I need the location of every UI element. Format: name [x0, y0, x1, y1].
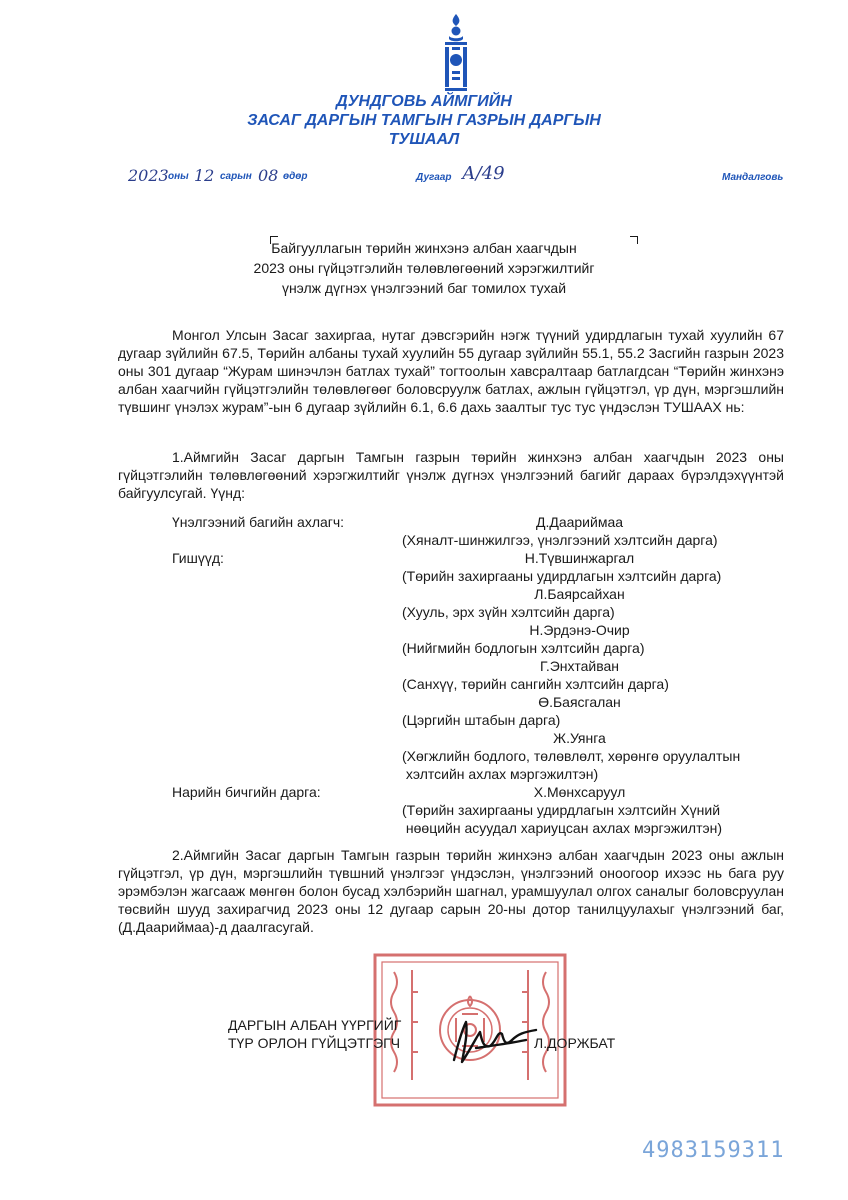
org-name-line1: ДУНДГОВЬ АЙМГИЙН: [336, 93, 512, 110]
member-position: (Нийгмийн бодлогын хэлтсийн дарга): [402, 640, 645, 656]
date-line: [128, 166, 328, 188]
serial-number: 4983159311: [642, 1138, 785, 1163]
member-name: Ө.Баясгалан: [538, 694, 621, 710]
soyombo-emblem-icon: [436, 14, 476, 94]
order-item-2: 2.Аймгийн Засаг даргын Тамгын газрын төрийн жинхэнэ албан хаагчдын 2023 оны ажлын гүйцэтгэл, үр дүн, мэргэшлийн түвшний үнэлгээг үндэслэн, үнэлгээний оноогоор ихээс нь бага руу эрэмбэлэн жагсааж мөнгөн болон бусад хэлбэрийн шагнал, урамшуулал олгох саналыг боловсруулан төсвийн шууд захирагчид 2023 оны 12 дугаар сарын 20-ны дотор танилцуулахыг үнэлгээний баг, (Д.Даариймаа)-д даалгасугай.: [118, 847, 784, 935]
signatory-name: Л.ДОРЖБАТ: [534, 1035, 616, 1051]
secretary-label: Нарийн бичгийн дарга:: [172, 784, 321, 800]
document-number: А/49: [462, 163, 505, 184]
date-day-label: өдөр: [283, 171, 308, 182]
order-item-1: 1.Аймгийн Засаг даргын Тамгын газрын төрийн жинхэнэ албан хаагчдын 2023 оны гүйцэтгэлийн төлөвлөгөөний хэрэгжилтийг үнэлж дүгнэх үнэлгээний багийг дараах бүрэлдэхүүнтэй байгуулсугай. Үүнд:: [118, 449, 784, 501]
date-month-label: сарын: [220, 171, 252, 182]
subject-line2: 2023 оны гүйцэтгэлийн төлөвлөгөөний хэрэгжилтийг: [253, 260, 595, 276]
member-name: Н.Түвшинжаргал: [524, 550, 635, 566]
member-position: (Хөгжлийн бодлого, төлөвлөлт, хөрөнгө оруулалтын: [402, 748, 741, 764]
subject-line1: Байгууллагын төрийн жинхэнэ албан хаагчдын: [271, 240, 577, 256]
member-position: (Цэргийн штабын дарга): [402, 712, 561, 728]
place-name: Мандалговь: [722, 172, 784, 183]
member-position: (Төрийн захиргааны удирдлагын хэлтсийн дарга): [402, 568, 722, 584]
team-leader-label: Үнэлгээний багийн ахлагч:: [172, 514, 345, 530]
member-position-cont: хэлтсийн ахлах мэргэжилтэн): [402, 766, 599, 782]
document-type-title: ТУШААЛ: [388, 131, 460, 148]
subject-line3: үнэлж дүгнэх үнэлгээний баг томилох тухай: [281, 280, 567, 296]
secretary-position-cont: нөөцийн асуудал хариуцсан ахлах мэргэжилтэн): [402, 820, 723, 836]
member-name: Ж.Уянга: [553, 730, 606, 746]
handwritten-signature: [446, 1016, 542, 1068]
member-position: (Хууль, эрх зүйн хэлтсийн дарга): [402, 604, 615, 620]
team-leader-position: (Хяналт-шинжилгээ, үнэлгээний хэлтсийн дарга): [402, 532, 718, 548]
member-position: (Санхүү, төрийн сангийн хэлтсийн дарга): [402, 676, 669, 692]
preamble-paragraph: Монгол Улсын Засаг захиргаа, нутаг дэвсгэрийн нэгж түүний удирдлагын тухай хуулийн 67 дугаар зүйлийн 67.5, Төрийн албаны тухай хуулийн 55 дугаар зүйлийн 55.1, 55.2 Засгийн газрын 2023 оны 301 дугаар “Журам шинэчлэн батлах тухай” тогтоолын хавсралтаар батлагдсан “Төрийн жинхэнэ албан хаагчийн гүйцэтгэлийн төлөвлөгөөг боловсруулж батлах, ажлын гүйцэтгэл, үр дүн, мэргэшлийн түвшинг үнэлэх журам”-ын 6 дугаар зүйлийн 6.1, 6.6 дахь заалтыг тус тус үндэслэн ТУШААХ нь:: [118, 327, 784, 415]
date-year: 2023: [128, 166, 169, 185]
team-leader-name: Д.Даариймаа: [535, 514, 624, 530]
date-year-label: оны: [168, 171, 189, 182]
member-name: Н.Эрдэнэ-Очир: [529, 622, 630, 638]
date-day: 08: [258, 166, 279, 185]
secretary-position: (Төрийн захиргааны удирдлагын хэлтсийн Хүний: [402, 802, 721, 818]
secretary-name: Х.Мөнхсаруул: [533, 784, 626, 800]
signatory-title-line1: ДАРГЫН АЛБАН ҮҮРГИЙГ: [228, 1017, 402, 1033]
members-label: Гишүүд:: [172, 550, 224, 566]
org-name-line2: ЗАСАГ ДАРГЫН ТАМГЫН ГАЗРЫН ДАРГЫН: [247, 112, 601, 129]
date-month: 12: [194, 166, 215, 185]
member-name: Г.Энхтайван: [539, 658, 620, 674]
signatory-title-line2: ТҮР ОРЛОН ГҮЙЦЭТГЭГЧ: [228, 1035, 401, 1051]
number-label: Дугаар: [416, 172, 452, 183]
member-name: Л.Баярсайхан: [534, 586, 625, 602]
